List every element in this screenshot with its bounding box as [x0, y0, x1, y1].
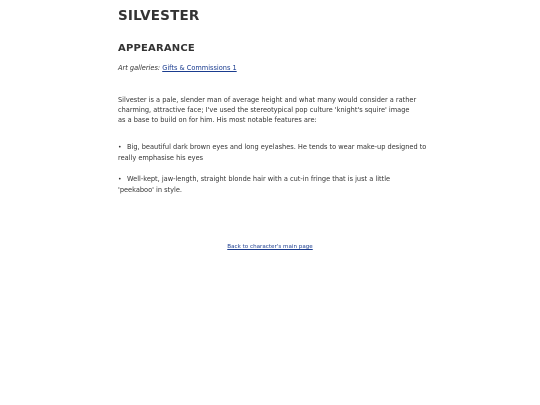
section-heading-appearance: APPEARANCE: [118, 43, 195, 54]
list-item: [118, 142, 428, 163]
feature-text: Big, beautiful dark brown eyes and long eyelashes. He tends to wear make-up designed to really emphasise his eyes: [118, 143, 427, 162]
feature-text: Well-kept, jaw-length, straight blonde hair with a cut-in fringe that is just a little 'peekaboo' in style.: [118, 175, 391, 194]
page-title: SILVESTER: [118, 8, 200, 24]
back-to-main-page-link[interactable]: Back to character's main page: [227, 244, 313, 250]
feature-list: [118, 142, 428, 206]
back-link-container: [118, 244, 422, 250]
bullet-icon: •: [118, 144, 122, 151]
bullet-icon: •: [118, 176, 122, 183]
list-item: [118, 174, 428, 195]
appearance-intro-paragraph: Silvester is a pale, slender man of average height and what many would consider a rather charming, attractive face; I've used the stereotypical pop culture 'knight's squire' image as a base to build on for him. His most notable features are:: [118, 96, 417, 124]
art-galleries-label: Art galleries:: [118, 64, 161, 72]
art-galleries-line: [118, 64, 237, 72]
gifts-commissions-link[interactable]: Gifts & Commissions 1: [162, 64, 237, 72]
